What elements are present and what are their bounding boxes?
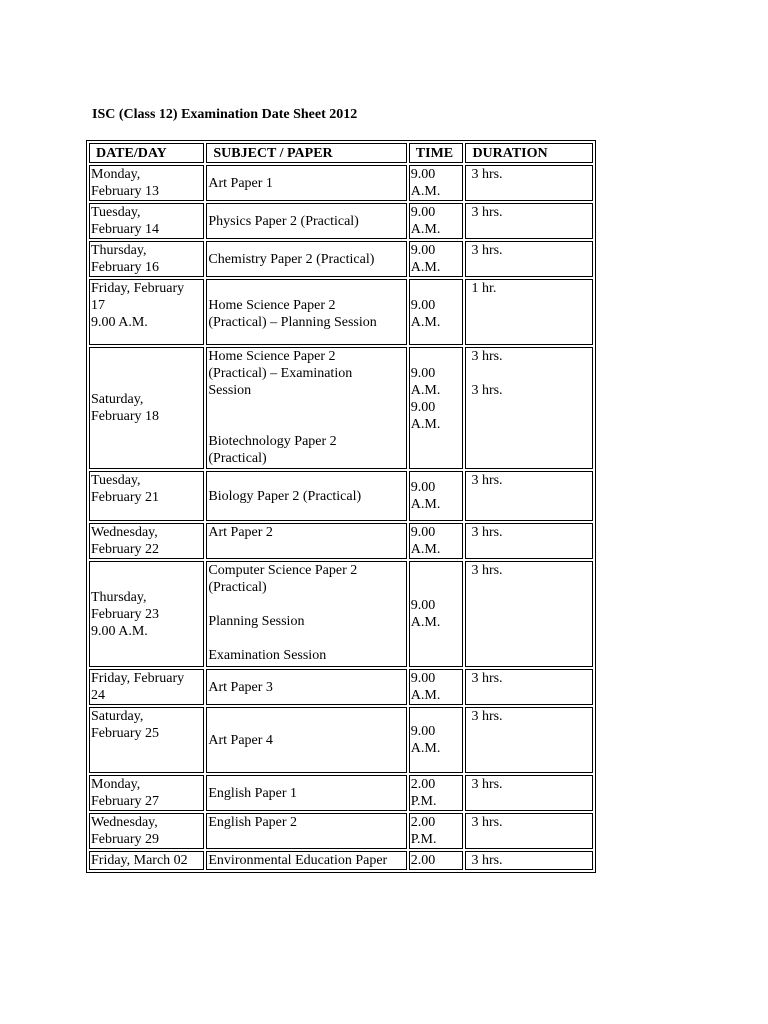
subject-paper: Chemistry Paper 2 (Practical) xyxy=(208,251,375,267)
date-day: Wednesday, xyxy=(91,815,158,830)
time-value: 2.00 xyxy=(410,815,436,830)
table-row xyxy=(89,523,593,559)
time-value: 9.00 xyxy=(410,671,436,686)
table-row xyxy=(89,669,593,705)
subject-paper: English Paper 2 xyxy=(208,815,298,830)
date-time-note: 9.00 A.M. xyxy=(91,623,148,639)
date-month: February 29 xyxy=(91,832,160,847)
time-meridiem: P.M. xyxy=(410,794,437,809)
duration: 3 hrs. xyxy=(471,709,503,724)
duration: 3 hrs. xyxy=(471,167,503,182)
subject-paper: Environmental Education Paper xyxy=(208,853,388,868)
time-meridiem: A.M. xyxy=(410,417,441,432)
date-sheet-table xyxy=(86,140,596,873)
subject-paper: Home Science Paper 2 xyxy=(208,349,336,364)
subject-paper: Art Paper 4 xyxy=(208,732,273,748)
subject-paper-detail: (Practical) – Examination xyxy=(208,366,353,381)
table-row xyxy=(89,471,593,521)
date-day: Thursday, xyxy=(91,589,147,605)
date-month: February 13 xyxy=(91,184,160,199)
duration: 3 hrs. xyxy=(471,243,503,258)
date-month: 17 xyxy=(91,298,105,313)
duration: 3 hrs. xyxy=(471,383,503,398)
date-day: Tuesday, xyxy=(91,205,141,220)
header-subject: SUBJECT / PAPER xyxy=(206,143,406,163)
date-day: Friday, March 02 xyxy=(91,853,188,868)
date-month: February 25 xyxy=(91,726,160,741)
subject-paper: Biotechnology Paper 2 xyxy=(208,434,337,449)
duration: 3 hrs. xyxy=(471,853,503,868)
time-meridiem: A.M. xyxy=(410,184,441,199)
duration: 3 hrs. xyxy=(471,349,503,364)
date-day: Friday, February xyxy=(91,671,185,686)
date-day: Thursday, xyxy=(91,243,147,258)
time-meridiem: A.M. xyxy=(410,260,441,275)
subject-paper-detail: (Practical) xyxy=(208,580,267,595)
time-value: 9.00 xyxy=(410,298,436,313)
date-month: 24 xyxy=(91,688,105,703)
date-day: Tuesday, xyxy=(91,473,141,488)
date-day: Wednesday, xyxy=(91,525,158,540)
date-month: February 18 xyxy=(91,409,160,424)
subject-session: Planning Session xyxy=(208,614,305,629)
time-meridiem: A.M. xyxy=(410,222,441,237)
subject-paper: Biology Paper 2 (Practical) xyxy=(208,488,362,504)
duration: 3 hrs. xyxy=(471,473,503,488)
table-row xyxy=(89,279,593,345)
subject-paper-detail: (Practical) – Planning Session xyxy=(208,315,377,330)
duration: 3 hrs. xyxy=(471,525,503,540)
time-value: 9.00 xyxy=(410,400,436,415)
time-value: 9.00 xyxy=(410,366,436,381)
time-meridiem: P.M. xyxy=(410,832,437,847)
time-meridiem: A.M. xyxy=(410,315,441,330)
date-month: February 16 xyxy=(91,260,160,275)
date-month: February 14 xyxy=(91,222,160,237)
subject-paper: Art Paper 3 xyxy=(208,679,273,695)
date-day: Monday, xyxy=(91,167,141,182)
time-value: 2.00 xyxy=(410,853,436,868)
time-value: 9.00 xyxy=(410,205,436,220)
table-row xyxy=(89,775,593,811)
date-month: February 27 xyxy=(91,794,160,809)
header-duration: DURATION xyxy=(465,143,593,163)
duration: 3 hrs. xyxy=(471,777,503,792)
table-row xyxy=(89,347,593,469)
table-row xyxy=(89,813,593,849)
date-day: Saturday, xyxy=(91,392,144,407)
table-row xyxy=(89,561,593,667)
time-value: 9.00 xyxy=(410,480,436,495)
header-date: DATE/DAY xyxy=(89,143,204,163)
date-day: Friday, February xyxy=(91,281,185,296)
time-meridiem: A.M. xyxy=(410,741,441,756)
date-time-note: 9.00 A.M. xyxy=(91,315,148,330)
duration: 3 hrs. xyxy=(471,205,503,220)
table-row xyxy=(89,165,593,201)
subject-paper: Physics Paper 2 (Practical) xyxy=(208,213,359,229)
time-meridiem: A.M. xyxy=(410,615,441,630)
subject-paper: Art Paper 1 xyxy=(208,175,273,191)
table-row xyxy=(89,241,593,277)
time-value: 9.00 xyxy=(410,167,436,182)
time-value: 9.00 xyxy=(410,724,436,739)
time-meridiem: A.M. xyxy=(410,383,441,398)
time-meridiem: A.M. xyxy=(410,688,441,703)
time-value: 9.00 xyxy=(410,598,436,613)
duration: 3 hrs. xyxy=(471,563,503,578)
subject-session: Examination Session xyxy=(208,648,327,663)
table-row xyxy=(89,707,593,773)
date-day: Monday, xyxy=(91,777,141,792)
header-time: TIME xyxy=(409,143,464,163)
table-row xyxy=(89,203,593,239)
subject-paper: Art Paper 2 xyxy=(208,525,273,540)
table-row xyxy=(89,851,593,870)
subject-paper: Home Science Paper 2 xyxy=(208,298,336,313)
date-day: Saturday, xyxy=(91,709,144,724)
table-header-row xyxy=(89,143,593,163)
document-title: ISC (Class 12) Examination Date Sheet 2012 xyxy=(92,107,358,122)
subject-paper-detail: (Practical) xyxy=(208,451,267,466)
time-meridiem: A.M. xyxy=(410,497,441,512)
subject-paper: English Paper 1 xyxy=(208,785,298,801)
time-meridiem: A.M. xyxy=(410,542,441,557)
time-value: 9.00 xyxy=(410,525,436,540)
subject-paper-detail: Session xyxy=(208,383,252,398)
time-value: 9.00 xyxy=(410,243,436,258)
subject-paper: Computer Science Paper 2 xyxy=(208,563,358,578)
date-month: February 21 xyxy=(91,490,160,505)
time-value: 2.00 xyxy=(410,777,436,792)
duration: 3 hrs. xyxy=(471,671,503,686)
date-month: February 23 xyxy=(91,606,160,622)
date-month: February 22 xyxy=(91,542,160,557)
duration: 1 hr. xyxy=(471,281,497,296)
duration: 3 hrs. xyxy=(471,815,503,830)
